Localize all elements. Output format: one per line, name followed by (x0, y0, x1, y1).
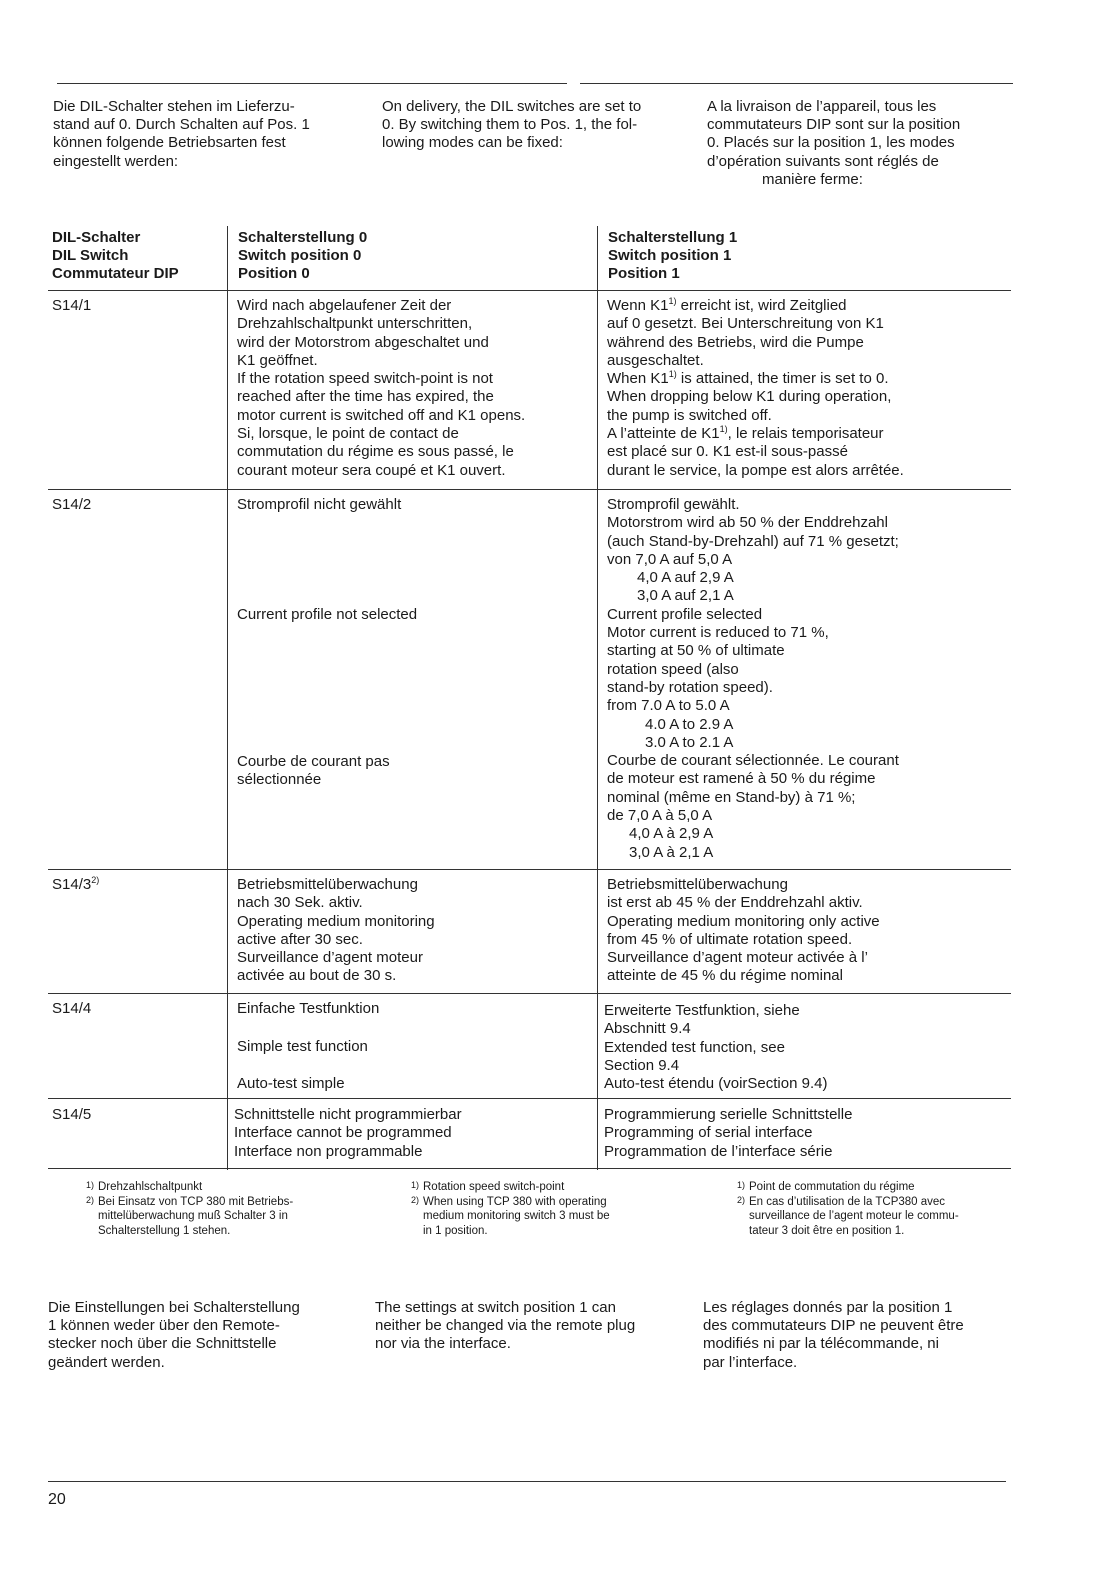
header-rule (48, 290, 1011, 291)
footnotes-en: 1) Rotation speed switch-point 2) When using TCP 380 with operating medium monitoring switch 3 must be in 1 position. (410, 1180, 610, 1237)
closing-fr: Les réglages donnés par la position 1 des commutateurs DIP ne peuvent être modifiés ni par la télécommande, ni par l’interface. (703, 1299, 964, 1371)
footnotes-de: 1) Drehzahlschaltpunkt 2) Bei Einsatz von TCP 380 mit Betriebs- mittelüberwachung muß Schalter 3 in Schalterstellung 1 stehen. (85, 1180, 294, 1237)
row-rule-4 (48, 1098, 1011, 1099)
row-s14-3-position-0: Betriebsmittelüberwachung nach 30 Sek. aktiv. Operating medium monitoring active after 30 sec. Surveillance d’agent moteur activée au bout de 30 s. (237, 876, 435, 985)
top-rule-right (580, 83, 1013, 84)
row-s14-4-position-0-de: Einfache Testfunktion (237, 1000, 380, 1017)
table-divider-2 (597, 226, 598, 1170)
page-number: 20 (48, 1491, 66, 1508)
row-rule-2 (48, 869, 1011, 870)
row-s14-2-position-0-fr: Courbe de courant pas sélectionnée (237, 753, 390, 789)
intro-fr: A la livraison de l’appareil, tous les commutateurs DIP sont sur la position 0. Placés sur la position 1, les modes d’opération suivants sont réglés de manière ferme: (707, 98, 961, 188)
row-s14-5-position-1: Programmierung serielle Schnittstelle Programming of serial interface Programmation de l’interface série (604, 1106, 853, 1160)
row-rule-3 (48, 993, 1011, 994)
row-s14-4-position-0-fr: Auto-test simple (237, 1075, 345, 1092)
table-divider-1 (227, 226, 228, 1170)
row-s14-1-position-0: Wird nach abgelaufener Zeit der Drehzahlschaltpunkt unterschritten, wird der Motorstrom abgeschaltet und K1 geöffnet. If the rotation speed switch-point is not reached after the time has expired, the motor current is switched off and K1 opens. Si, lorsque, le point de contact de commutation du régime es sous passé, le courant moteur sera coupé et K1 ouvert. (237, 297, 526, 479)
table-bottom-rule (48, 1168, 1011, 1169)
row-s14-3-position-1: Betriebsmittelüberwachung ist erst ab 45 % der Enddrehzahl aktiv. Operating medium monitoring only active from 45 % of ultimate rotation speed. Surveillance d’agent moteur activée à l’ atteinte de 45 % du régime nominal (607, 876, 880, 985)
row-s14-1-position-1: Wenn K1$^{1)}$ erreicht ist, wird Zeitglied auf 0 gesetzt. Bei Unterschreitung von K1 während des Betriebs, wird die Pumpe ausgeschaltet. When K1$^{1)}$ is attained, the timer is set to 0. When dropping below K1 during operation, the pump is switched off. A l’atteinte de K1$^{1)}$, le relais temporisateur est placé sur 0. K1 est-il sous-passé durant le service, la pompe est alors arrêtée. (607, 296, 904, 479)
row-s14-1-switch: S14/1 (52, 297, 92, 314)
bottom-rule (48, 1481, 1006, 1482)
row-s14-2-position-1: Stromprofil gewählt. Motorstrom wird ab 50 % der Enddrehzahl (auch Stand-by-Drehzahl) auf 71 % gesetzt; von 7,0 A auf 5,0 A 4,0 A auf 2,9 A 3,0 A auf 2,1 A Current profile selected Motor current is reduced to 71 %, starting at 50 % of ultimate rotation speed (also stand-by rotation speed). from 7.0 A to 5.0 A 4.0 A to 2.9 A 3.0 A to 2.1 A Courbe de courant sélectionnée. Le courant de moteur est ramené à 50 % du régime nominal (même en Stand-by) à 71 %; de 7,0 A à 5,0 A 4,0 A à 2,9 A 3,0 A à 2,1 A (607, 496, 899, 861)
header-switch: DIL-Schalter DIL Switch Commutateur DIP (52, 229, 179, 283)
row-s14-5-position-0: Schnittstelle nicht programmierbar Interface cannot be programmed Interface non programmable (234, 1106, 462, 1160)
row-s14-4-position-0-en: Simple test function (237, 1038, 368, 1055)
row-s14-2-position-0-en: Current profile not selected (237, 606, 418, 623)
row-s14-3-switch: S14/3$^{2)}$ (52, 875, 100, 893)
row-s14-2-switch: S14/2 (52, 496, 92, 513)
row-s14-4-switch: S14/4 (52, 1000, 92, 1017)
intro-de: Die DIL-Schalter stehen im Lieferzu- stand auf 0. Durch Schalten auf Pos. 1 können folgende Betriebsarten fest eingestellt werden: (53, 98, 310, 170)
row-s14-4-position-1: Erweiterte Testfunktion, siehe Abschnitt 9.4 Extended test function, see Section 9.4 Auto-test étendu (voirSection 9.4) (604, 1002, 828, 1093)
closing-en: The settings at switch position 1 can neither be changed via the remote plug nor via the interface. (375, 1299, 636, 1353)
header-position-0: Schalterstellung 0 Switch position 0 Position 0 (238, 229, 368, 283)
header-position-1: Schalterstellung 1 Switch position 1 Position 1 (608, 229, 738, 283)
footnotes-fr: 1) Point de commutation du régime 2) En cas d’utilisation de la TCP380 avec surveillance de l’agent moteur le commu- tateur 3 doit être en position 1. (736, 1180, 959, 1237)
intro-en: On delivery, the DIL switches are set to 0. By switching them to Pos. 1, the fol- lowing modes can be fixed: (382, 98, 642, 152)
row-s14-2-position-0-de: Stromprofil nicht gewählt (237, 496, 402, 513)
row-rule-1 (48, 489, 1011, 490)
closing-de: Die Einstellungen bei Schalterstellung 1 können weder über den Remote- stecker noch über die Schnittstelle geändert werden. (48, 1299, 300, 1371)
top-rule-left (57, 83, 567, 84)
row-s14-5-switch: S14/5 (52, 1106, 92, 1123)
